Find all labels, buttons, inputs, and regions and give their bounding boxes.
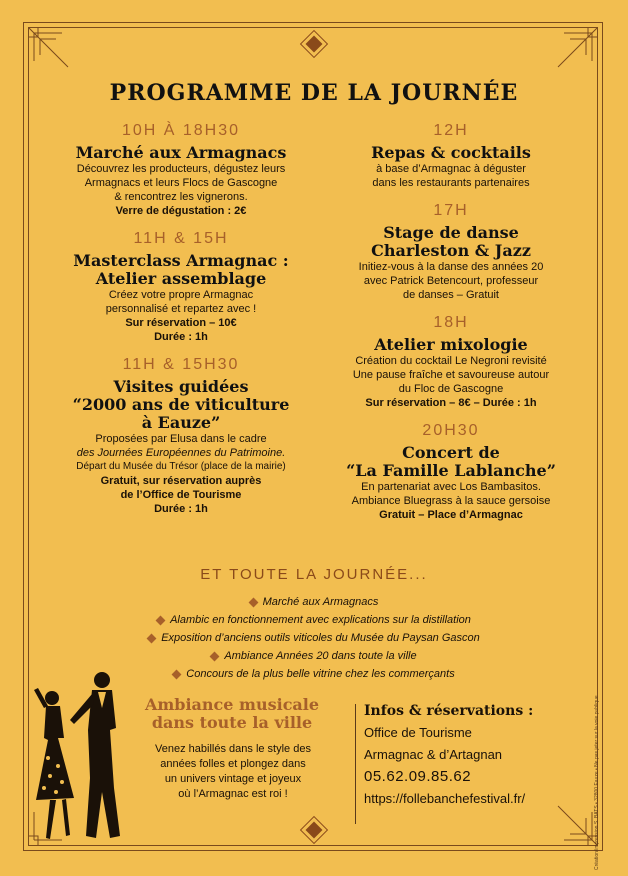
event-desc-line: avec Patrick Betencourt, professeur	[363, 275, 539, 287]
infos-block	[364, 700, 533, 810]
event-title: “La Famille Lablanche”	[346, 461, 556, 480]
event-title: Masterclass Armagnac :	[73, 251, 289, 270]
event-masterclass	[56, 230, 306, 344]
event-title: à Eauze”	[141, 413, 221, 432]
page-title: PROGRAMME DE LA JOURNÉE	[109, 80, 519, 106]
corner-ornament-top-right	[538, 27, 598, 87]
allday-item	[0, 647, 628, 665]
infos-line: Office de Tourisme	[364, 725, 472, 740]
event-title: Marché aux Armagnacs	[75, 143, 287, 162]
allday-item-text: Alambic en fonctionnement avec explications sur la distillation	[170, 614, 471, 626]
diamond-bullet-icon	[156, 615, 166, 625]
ambiance-line: un univers vintage et joyeux	[164, 773, 302, 785]
event-visites	[56, 356, 306, 516]
event-title: Atelier assemblage	[95, 269, 267, 288]
event-title: Stage de danse	[383, 223, 519, 242]
ambiance-title-line: dans toute la ville	[151, 713, 313, 732]
event-title: “2000 ans de viticulture	[72, 395, 290, 414]
event-marche	[56, 122, 306, 218]
event-title: Repas & cocktails	[371, 143, 531, 162]
event-desc-line: Armagnacs et leurs Flocs de Gascogne	[84, 177, 278, 189]
allday-item	[0, 611, 628, 629]
phone-number[interactable]: 05.62.09.85.62	[364, 768, 472, 785]
ambiance-line: Venez habillés dans le style des	[155, 743, 311, 755]
event-desc-line: Créez votre propre Armagnac	[108, 289, 254, 301]
event-desc-line: Départ du Musée du Trésor (place de la mairie)	[76, 461, 286, 472]
event-title: Atelier mixologie	[374, 335, 528, 354]
allday-item-text: Concours de la plus belle vitrine chez les commerçants	[186, 668, 455, 680]
allday-item-text: Marché aux Armagnacs	[262, 596, 379, 608]
event-desc-line: & rencontrez les vignerons.	[114, 191, 248, 203]
event-desc-line: Proposées par Elusa dans le cadre	[95, 433, 267, 445]
event-desc-line: personnalisé et repartez avec !	[105, 303, 257, 315]
event-time: 20H30	[422, 422, 480, 439]
event-stage-danse	[326, 202, 576, 302]
allday-item-text: Ambiance Années 20 dans toute la ville	[224, 650, 417, 662]
website-link[interactable]: https://follebanchefestival.fr/	[364, 791, 526, 806]
event-desc-line: du Floc de Gascogne	[398, 383, 504, 395]
event-desc-line: de danses – Gratuit	[402, 289, 499, 301]
corner-ornament-top-left	[28, 27, 88, 87]
diamond-bullet-icon	[210, 651, 220, 661]
infos-heading: Infos & réservations :	[364, 703, 534, 719]
event-desc-line: des Journées Européennes du Patrimoine.	[76, 447, 286, 459]
diamond-bullet-icon	[147, 633, 157, 643]
left-column	[56, 122, 306, 528]
event-booking: Gratuit, sur réservation auprès	[100, 475, 262, 487]
event-title: Charleston & Jazz	[371, 241, 531, 260]
ambiance-line: où l’Armagnac est roi !	[178, 788, 288, 800]
event-desc-line: Création du cocktail Le Negroni revisité	[355, 355, 547, 367]
diamond-bullet-icon	[248, 597, 258, 607]
event-desc-line: Ambiance Bluegrass à la sauce gersoise	[351, 495, 551, 507]
allday-item-text: Exposition d’anciens outils viticoles du Musée du Paysan Gascon	[161, 632, 480, 644]
event-duration: Durée : 1h	[154, 331, 208, 343]
event-price: Sur réservation – 10€	[125, 317, 237, 329]
event-duration: Durée : 1h	[154, 503, 208, 515]
event-price: Verre de dégustation : 2€	[115, 205, 247, 217]
event-booking: de l’Office de Tourisme	[120, 489, 242, 501]
event-title: Visites guidées	[113, 377, 249, 396]
event-desc-line: à base d’Armagnac à déguster	[376, 163, 526, 175]
event-price: Gratuit – Place d’Armagnac	[379, 509, 523, 521]
event-time: 12H	[433, 122, 469, 139]
event-desc-line: Une pause fraîche et savoureuse autour	[352, 369, 550, 381]
event-price: Sur réservation – 8€ – Durée : 1h	[365, 397, 537, 409]
event-desc-line: En partenariat avec Los Bambasitos.	[361, 481, 541, 493]
event-time: 11H & 15H30	[122, 356, 240, 373]
allday-item	[0, 593, 628, 611]
ambiance-line: années folles et plongez dans	[160, 758, 306, 770]
ambiance-title-line: Ambiance musicale	[144, 695, 320, 714]
event-repas	[326, 122, 576, 190]
event-desc-line: Découvrez les producteurs, dégustez leurs	[76, 163, 286, 175]
corner-ornament-bottom-right	[538, 786, 598, 846]
event-time: 10H À 18H30	[121, 122, 241, 139]
credit-text: Création/impression S. BATS • 32800 Eauze • Ne pas jeter sur la voie publique	[594, 695, 600, 870]
infos-line: Armagnac & d’Artagnan	[364, 747, 503, 762]
event-time: 17H	[433, 202, 469, 219]
right-column	[326, 122, 576, 534]
event-concert	[326, 422, 576, 522]
event-desc-line: dans les restaurants partenaires	[372, 177, 530, 189]
diamond-bullet-icon	[172, 669, 182, 679]
event-time: 11H & 15H	[133, 230, 229, 247]
event-time: 18H	[433, 314, 469, 331]
event-mixologie	[326, 314, 576, 410]
dancers-illustration	[30, 668, 122, 844]
allday-heading: ET TOUTE LA JOURNÉE...	[200, 566, 428, 583]
ambiance-description	[128, 742, 338, 802]
event-title: Concert de	[402, 443, 500, 462]
ambiance-title	[112, 696, 352, 732]
allday-item	[0, 629, 628, 647]
vertical-divider	[355, 704, 356, 824]
event-desc-line: Initiez-vous à la danse des années 20	[358, 261, 544, 273]
